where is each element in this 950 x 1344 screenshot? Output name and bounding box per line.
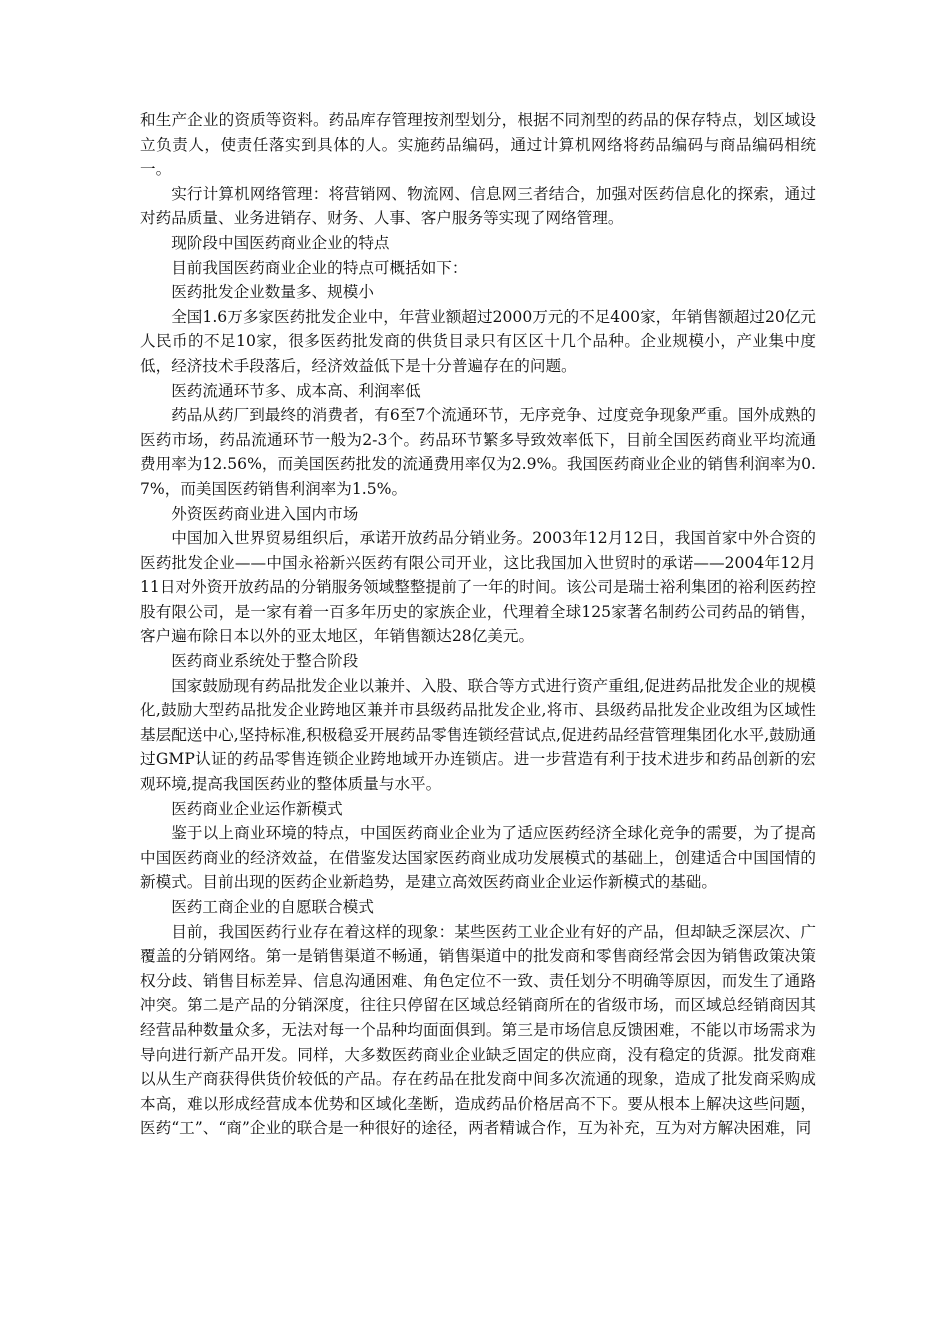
paragraph-network-management: 实行计算机网络管理：将营销网、物流网、信息网三者结合，加强对医药信息化的探索，通过对药品质量、业务进销存、财务、人事、客户服务等实现了网络管理。	[140, 184, 816, 228]
paragraph-body: 国家鼓励现有药品批发企业以兼并、入股、联合等方式进行资产重组,促进药品批发企业的规模化,鼓励大型药品批发企业跨地区兼并市县级药品批发企业,将市、县级药品批发企业改组为区域性基层配送中心,坚持标准,积极稳妥开展药品零售连锁经营试点,促进药品经营管理集团化水平,鼓励通过GMP认证的药品零售连锁企业跨地域开办连锁店。进一步营造有利于技术进步和药品创新的宏观环境,提高我国医药业的整体质量与水平。	[140, 676, 816, 794]
paragraph-body: 鉴于以上商业环境的特点，中国医药商业企业为了适应医药经济全球化竞争的需要，为了提高中国医药商业的经济效益，在借鉴发达国家医药商业成功发展模式的基础上，创建适合中国国情的新模式。目前出现的医药企业新趋势，是建立高效医药商业企业运作新模式的基础。	[140, 824, 816, 892]
section-heading: 医药批发企业数量多、规模小	[171, 283, 374, 302]
section-heading: 医药商业系统处于整合阶段	[171, 652, 359, 671]
section-heading: 现阶段中国医药商业企业的特点	[171, 233, 390, 252]
paragraph-body: 目前，我国医药行业存在着这样的现象：某些医药工业企业有好的产品，但却缺乏深层次、广覆盖的分销网络。第一是销售渠道不畅通，销售渠道中的批发商和零售商经常会因为销售政策决策权分歧、销售目标差异、信息沟通困难、角色定位不一致、责任划分不明确等原因，而发生了通路冲突。第二是产品的分销深度，往往只停留在区域总经销商所在的省级市场，而区域总经销商因其经营品种数量众多，无法对每一个品种均面面俱到。第三是市场信息反馈困难，不能以市场需求为导向进行新产品开发。同样，大多数医药商业企业缺乏固定的供应商，没有稳定的货源。批发商难以从生产商获得供货价较低的产品。存在药品在批发商中间多次流通的现象，造成了批发商采购成本高，难以形成经营成本优势和区域化垄断，造成药品价格居高不下。要从根本上解决这些问题，医药“工”、“商”企业的联合是一种很好的途径，两者精诚合作，互为补充，互为对方解决困难，同	[140, 922, 816, 1138]
paragraph-body: 中国加入世界贸易组织后，承诺开放药品分销业务。2003年12月12日，我国首家中外合资的医药批发企业——中国永裕新兴医药有限公司开业，这比我国加入世贸时的承诺——2004年12月11日对外资开放药品的分销服务领域整整提前了一年的时间。该公司是瑞士裕利集团的裕利医药控股有限公司，是一家有着一百多年历史的家族企业，代理着全球125家著名制药公司药品的销售，客户遍布除日本以外的亚太地区，年销售额达28亿美元。	[140, 529, 816, 646]
section-heading: 医药流通环节多、成本高、利润率低	[171, 381, 421, 400]
document-page	[140, 108, 816, 1141]
paragraph-body: 药品从药厂到最终的消费者，有6至7个流通环节，无序竞争、过度竞争现象严重。国外成熟的医药市场，药品流通环节一般为2-3个。药品环节繁多导致效率低下，目前全国医药商业平均流通费用率为12.56%，而美国医药批发的流通费用率仅为2.9%。我国医药商业企业的销售利润率为0.7%，而美国医药销售利润率为1.5%。	[140, 406, 816, 498]
paragraph-body: 全国1.6万多家医药批发企业中，年营业额超过2000万元的不足400家，年销售额超过20亿元人民币的不足10家，很多医药批发商的供货目录只有区区十几个品种。企业规模小，产业集中度低，经济技术手段落后，经济效益低下是十分普遍存在的问题。	[140, 307, 816, 375]
section-heading: 医药工商企业的自愿联合模式	[171, 898, 374, 916]
paragraph-intro: 目前我国医药商业企业的特点可概括如下：	[171, 258, 468, 277]
section-heading: 外资医药商业进入国内市场	[171, 504, 359, 523]
paragraph-continuation: 和生产企业的资质等资料。药品库存管理按剂型划分，根据不同剂型的药品的保存特点，划区域设立负责人，使责任落实到具体的人。实施药品编码，通过计算机网络将药品编码与商品编码相统一。	[140, 111, 816, 179]
section-heading: 医药商业企业运作新模式	[171, 799, 343, 818]
